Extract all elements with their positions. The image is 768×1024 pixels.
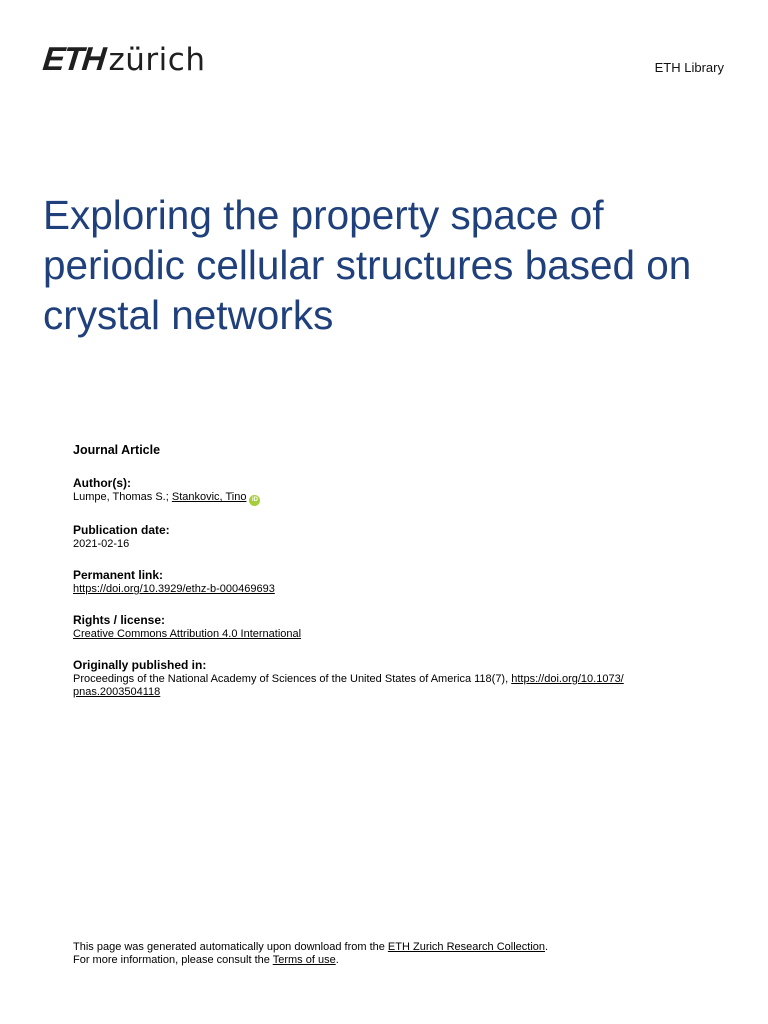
publication-date-field: [73, 523, 713, 551]
originally-published-value: [73, 673, 713, 699]
footer-line1-prefix: This page was generated automatically upon download from the: [73, 941, 388, 953]
footer-line-1: [73, 941, 548, 954]
author-stankovic-link[interactable]: Stankovic, Tino: [171, 491, 247, 503]
doi-link-line1[interactable]: https://doi.org/10.1073/: [511, 673, 624, 685]
footer-line-2: [73, 954, 548, 967]
permanent-link[interactable]: https://doi.org/10.3929/ethz-b-000469693: [73, 583, 275, 595]
originally-published-label: Originally published in:: [73, 658, 207, 672]
metadata-section: [73, 444, 713, 716]
publication-date-label: Publication date:: [73, 523, 170, 537]
footer-note: [73, 941, 548, 967]
license-link[interactable]: Creative Commons Attribution 4.0 International: [73, 628, 302, 640]
authors-field: [73, 476, 713, 506]
terms-of-use-link[interactable]: Terms of use: [272, 954, 336, 966]
originally-published-field: [73, 658, 713, 699]
permanent-link-field: [73, 568, 713, 596]
document-title: Exploring the property space of periodic cellular structures based on crystal networks: [43, 192, 692, 338]
rights-value: [73, 628, 713, 641]
document-type: Journal Article: [73, 443, 161, 457]
eth-library-label: ETH Library: [654, 60, 724, 75]
logo-eth-wordmark: ETH: [41, 40, 107, 77]
publication-date-value: 2021-02-16: [73, 538, 130, 550]
logo-zurich-wordmark: zürich: [108, 42, 206, 78]
orcid-icon[interactable]: iD: [249, 495, 260, 506]
rights-label: Rights / license:: [73, 613, 166, 627]
footer-line2-suffix: .: [335, 954, 339, 966]
footer-line1-suffix: .: [545, 941, 549, 953]
permanent-link-value: [73, 583, 713, 596]
authors-value: [73, 491, 713, 506]
footer-line2-prefix: For more information, please consult the: [73, 954, 273, 966]
journal-citation: Proceedings of the National Academy of Sciences of the United States of America 118(7),: [73, 673, 512, 685]
rights-field: [73, 613, 713, 641]
permanent-link-label: Permanent link:: [73, 568, 164, 582]
research-collection-link[interactable]: ETH Zurich Research Collection: [387, 941, 546, 953]
doi-link-line2[interactable]: pnas.2003504118: [73, 686, 161, 698]
authors-label: Author(s):: [73, 476, 131, 490]
author-lumpe: Lumpe, Thomas S.;: [73, 491, 172, 503]
eth-zurich-logo: [43, 40, 205, 80]
